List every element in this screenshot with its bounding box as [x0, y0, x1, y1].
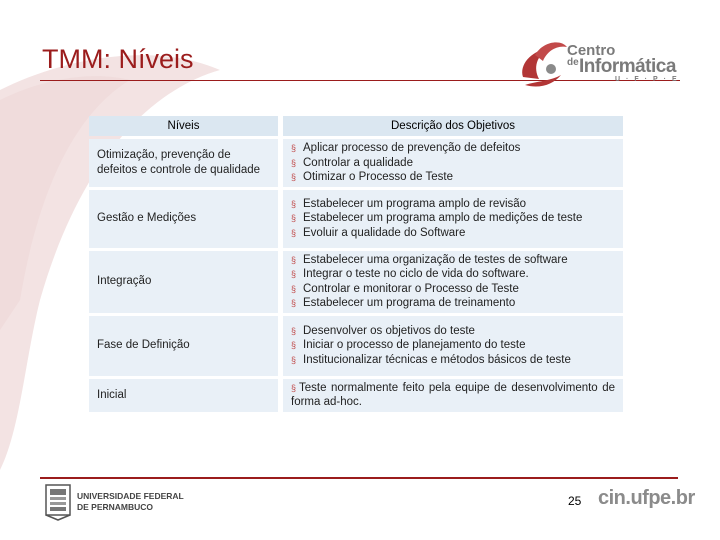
goal-item: § Evoluir a qualidade do Software	[291, 226, 615, 241]
logo-informatica-text: Informática	[579, 56, 676, 77]
header-levels: Níveis	[89, 116, 278, 136]
level-cell: Fase de Definição	[89, 316, 278, 376]
ufpe-logo	[44, 483, 184, 523]
level-cell: Integração	[89, 251, 278, 313]
level-cell: Gestão e Medições	[89, 190, 278, 248]
logo-de-text: de	[567, 57, 579, 68]
goal-item: § Otimizar o Processo de Teste	[291, 170, 615, 185]
table-row	[89, 316, 623, 376]
goals-cell	[283, 190, 623, 248]
ufpe-crest-icon	[44, 483, 72, 521]
goal-item: § Desenvolver os objetivos do teste	[291, 324, 615, 339]
goal-item: § Controlar e monitorar o Processo de Teste	[291, 282, 615, 297]
level-cell: Otimização, prevenção de defeitos e controle de qualidade	[89, 139, 278, 187]
goal-item: § Controlar a qualidade	[291, 156, 615, 171]
goal-item: § Institucionalizar técnicas e métodos básicos de teste	[291, 353, 615, 368]
logo-centro-text: Centro	[567, 42, 616, 59]
goal-item: § Estabelecer um programa de treinamento	[291, 296, 615, 311]
goals-cell	[283, 139, 623, 187]
goal-item: § Estabelecer um programa amplo de revisão	[291, 197, 615, 212]
goal-item: § Aplicar processo de prevenção de defeitos	[291, 141, 615, 156]
table-row	[89, 190, 623, 248]
description-text: Teste normalmente feito pela equipe de desenvolvimento de forma ad-hoc.	[291, 381, 615, 408]
university-line-2: DE PERNAMBUCO	[77, 502, 154, 512]
goal-item: § Estabelecer um programa amplo de medições de teste	[291, 211, 615, 226]
university-name	[77, 491, 184, 513]
table-row	[89, 139, 623, 187]
goals-cell	[283, 251, 623, 313]
header-description: Descrição dos Objetivos	[283, 116, 623, 136]
description-paragraph	[291, 381, 615, 410]
goals-list	[291, 324, 615, 368]
centro-de-informatica-logo	[517, 35, 682, 89]
slide-title: TMM: Níveis	[42, 44, 194, 74]
table-row	[89, 379, 623, 412]
goals-list	[291, 253, 615, 311]
goals-cell	[283, 316, 623, 376]
goals-list	[291, 197, 615, 241]
goal-item: § Estabelecer uma organização de testes de software	[291, 253, 615, 268]
table-header-row	[89, 116, 623, 136]
university-line-1: UNIVERSIDADE FEDERAL	[77, 491, 184, 501]
goal-item: § Integrar o teste no ciclo de vida do software.	[291, 267, 615, 282]
footer-divider	[40, 477, 678, 479]
goals-list	[291, 141, 615, 185]
ci-mark-icon	[517, 35, 569, 89]
page-number: 25	[568, 494, 582, 508]
description-cell	[283, 379, 623, 412]
logo-ufpe-text: U·F·P·E	[615, 76, 683, 83]
level-cell: Inicial	[89, 379, 278, 412]
site-logo: cin.ufpe.br	[598, 487, 695, 509]
goal-item: § Iniciar o processo de planejamento do teste	[291, 338, 615, 353]
table-row	[89, 251, 623, 313]
levels-table	[89, 113, 623, 415]
bullet-icon: §	[291, 382, 297, 393]
